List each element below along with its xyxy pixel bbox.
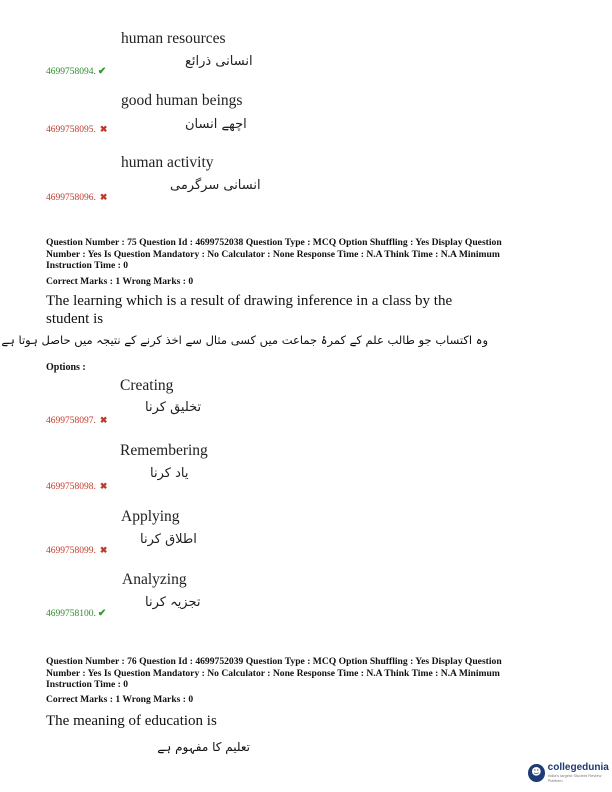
question-urdu-text: تعلیم کا مفہوم ہے xyxy=(157,740,250,754)
question-meta xyxy=(46,237,576,272)
option-urdu-text: تخلیق کرنا xyxy=(145,400,202,415)
question-meta xyxy=(46,656,576,691)
option-urdu-text: انسانی سرگرمی xyxy=(170,178,261,193)
option-id: 4699758097. xyxy=(46,416,96,426)
question-text: The meaning of education is xyxy=(46,713,217,729)
option-text: Creating xyxy=(120,377,174,394)
question-marks: Correct Marks : 1 Wrong Marks : 0 xyxy=(46,276,194,287)
option-id-wrong xyxy=(46,192,107,203)
option-id: 4699758100. xyxy=(46,609,96,619)
option-id: 4699758096. xyxy=(46,193,96,203)
meta-line: Question Number : 76 Question Id : 4699752039 Question Type : MCQ Option Shuffling : Yes Display Question xyxy=(46,656,502,667)
option-id-wrong xyxy=(46,415,107,426)
question-marks: Correct Marks : 1 Wrong Marks : 0 xyxy=(46,694,194,705)
question-urdu-text: وہ اکتساب جو طالب علم کے کمرۂ جماعت میں کسی مثال سے اخذ کرنے کے نتیجہ میں حاصل ہوتا ہے xyxy=(1,333,488,347)
collegedunia-logo xyxy=(528,762,612,783)
option-id: 4699758098. xyxy=(46,482,96,492)
option-text: human resources xyxy=(121,30,226,47)
option-text: Remembering xyxy=(120,442,208,459)
cross-icon: ✖ xyxy=(99,481,108,491)
option-urdu-text: اطلاق کرنا xyxy=(140,532,197,547)
graduate-face-icon: ☻ xyxy=(528,764,545,782)
checkmark-icon: ✔ xyxy=(97,66,107,77)
meta-line: Number : Yes Is Question Mandatory : No Calculator : None Response Time : N.A Think Time : N.A Minimum xyxy=(46,667,500,679)
meta-line: Instruction Time : 0 xyxy=(46,679,128,690)
cross-icon: ✖ xyxy=(99,124,108,134)
option-id: 4699758094. xyxy=(46,67,96,77)
meta-line: Question Number : 75 Question Id : 4699752038 Question Type : MCQ Option Shuffling : Yes Display Question xyxy=(46,237,502,248)
meta-line: Number : Yes Is Question Mandatory : No Calculator : None Response Time : N.A Think Time : N.A Minimum xyxy=(46,248,500,260)
meta-line: Instruction Time : 0 xyxy=(46,260,128,271)
cross-icon: ✖ xyxy=(99,545,108,555)
option-text: Applying xyxy=(121,508,180,525)
option-urdu-text: تجزیہ کرنا xyxy=(145,595,201,610)
logo-tagline: India's largest Student Review Platform xyxy=(547,773,602,783)
logo-name: collegedunia xyxy=(547,762,609,773)
option-id: 4699758095. xyxy=(46,125,96,135)
cross-icon: ✖ xyxy=(99,415,108,425)
checkmark-icon: ✔ xyxy=(97,608,107,619)
option-id-correct xyxy=(46,66,106,77)
option-id-wrong xyxy=(46,481,107,492)
question-text-line: student is xyxy=(46,311,104,327)
question-text xyxy=(46,292,496,328)
option-urdu-text: انسانی ذرائع xyxy=(185,54,253,69)
option-id: 4699758099. xyxy=(46,546,96,556)
options-label: Options : xyxy=(46,362,86,373)
option-text: good human beings xyxy=(121,92,243,109)
option-text: Analyzing xyxy=(122,571,187,588)
option-text: human activity xyxy=(121,154,214,171)
option-urdu-text: یاد کرنا xyxy=(150,466,189,481)
option-id-wrong xyxy=(46,124,107,135)
cross-icon: ✖ xyxy=(99,192,108,202)
option-urdu-text: اچھے انسان xyxy=(185,117,247,132)
option-id-correct xyxy=(46,608,106,619)
question-text-line: The learning which is a result of drawing inference in a class by the xyxy=(46,293,453,309)
option-id-wrong xyxy=(46,545,107,556)
